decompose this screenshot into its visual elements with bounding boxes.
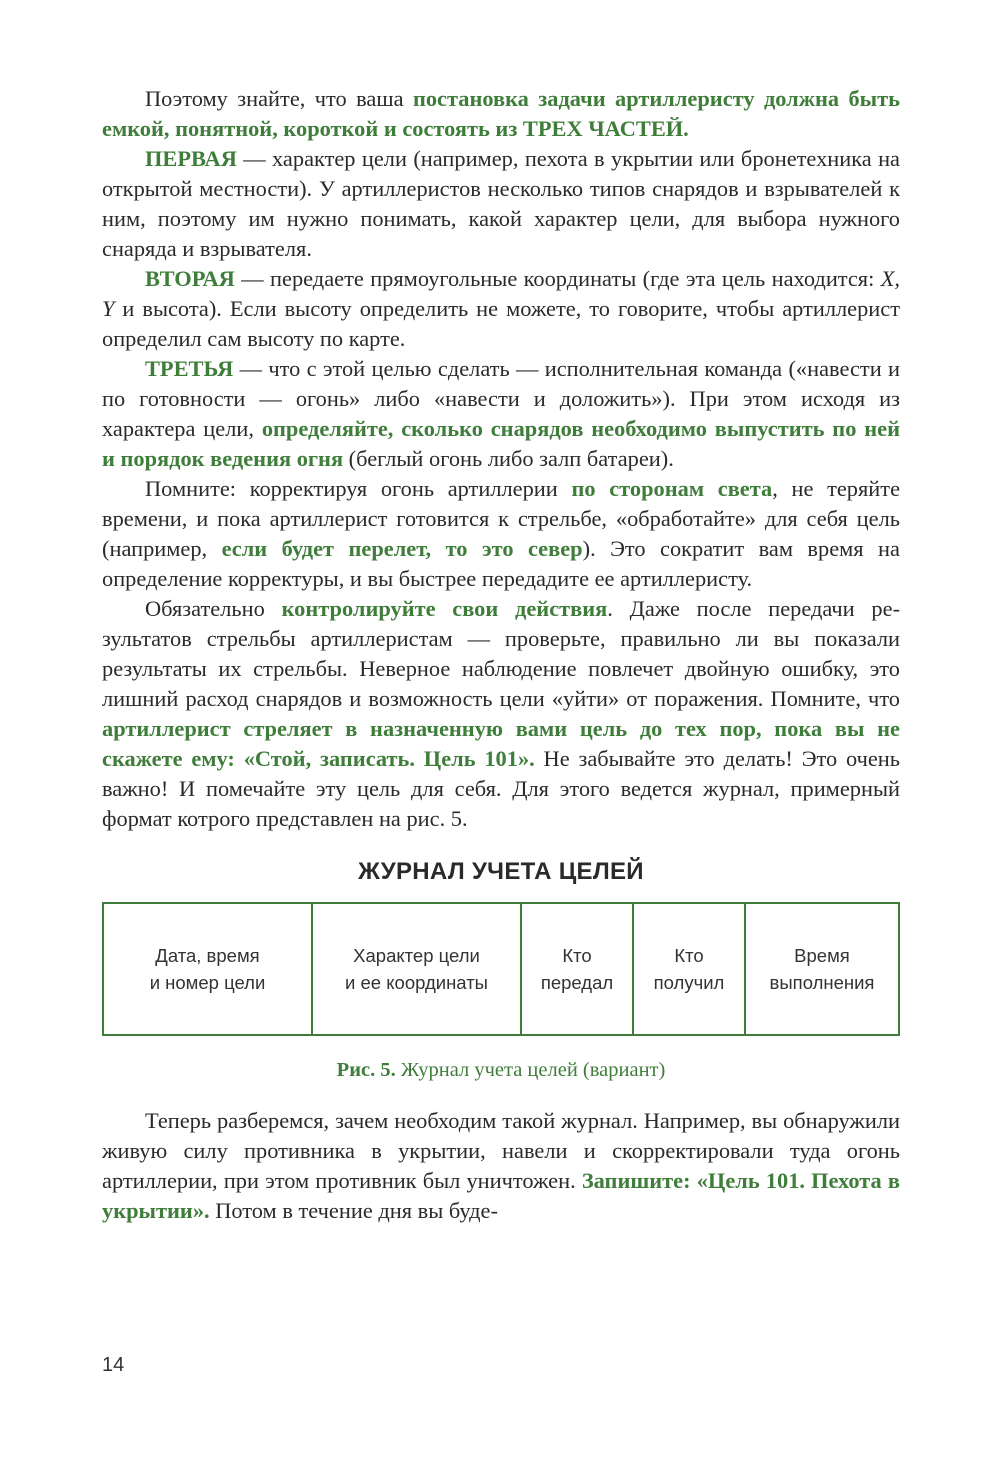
table-header-cell: Дата, время и номер цели <box>104 904 313 1034</box>
text-run: , не теряйте времени, и пока артиллерист готовится к стрельбе, «обработайте» для себя цель (например, <box>102 476 901 561</box>
highlighted-text: постановка задачи артиллеристу должна быть емкой, понятной, короткой и состоять из ТРЕХ ЧАСТЕЙ. <box>102 86 900 141</box>
text-run: — передаете прямоугольные координаты (где эта цель находится: <box>234 266 881 291</box>
highlighted-text: контролируйте свои действия <box>281 596 608 621</box>
paragraph <box>102 144 900 264</box>
paragraph <box>102 1106 900 1226</box>
paragraph <box>102 594 900 834</box>
target-log-table <box>102 902 900 1036</box>
text-run: Обязательно <box>145 596 282 621</box>
highlighted-text: Запишите: «Цель 101. Пехота в укрытии». <box>102 1168 900 1223</box>
text-run: Потом в течение дня вы буде- <box>209 1198 498 1223</box>
highlighted-text: ВТОРАЯ <box>145 266 235 291</box>
paragraph <box>102 354 900 474</box>
caption-text: Журнал учета целей (вариант) <box>395 1059 666 1081</box>
text-run: Теперь разберемся, зачем необходим такой журнал. Например, вы обнаружили живую силу противника в укрытии, навели и скорректировали туда огонь артиллерии, при этом противник был уничтожен. <box>102 1108 900 1193</box>
body-text <box>102 84 900 834</box>
table-title: ЖУРНАЛ УЧЕТА ЦЕЛЕЙ <box>358 858 644 885</box>
paragraph <box>102 84 900 144</box>
text-run: Не забывайте это делать! Это очень важно! И помечайте эту цель для себя. Для этого ведется журнал, примерный формат котрого представлен на рис. 5. <box>102 746 900 831</box>
text-run: и высота). Если высоту определить не можете, то говорите, чтобы артиллерист определил сам высоту по карте. <box>102 296 900 351</box>
highlighted-text: определяйте, сколько снарядов необходимо выпустить по ней и порядок ведения огня <box>102 416 900 471</box>
paragraph <box>102 474 900 594</box>
caption-label: Рис. 5. <box>336 1059 396 1081</box>
highlighted-text: ПЕРВАЯ <box>145 146 237 171</box>
page-content <box>102 84 900 1226</box>
page-number: 14 <box>102 1354 125 1376</box>
text-run: (беглый огонь либо залп батареи). <box>343 446 674 471</box>
italic-text: X, Y <box>102 266 900 321</box>
text-run: Помните: корректируя огонь артиллерии <box>145 476 572 501</box>
paragraph <box>102 264 900 354</box>
text-run: ). Это сократит вам время на определение корректуры, и вы быстрее передадите ее артиллеристу. <box>102 536 900 591</box>
table-header-cell: Кто передал <box>522 904 634 1034</box>
text-run: Поэтому знайте, что ваша <box>145 86 413 111</box>
table-header-cell: Кто получил <box>634 904 746 1034</box>
text-run: — что с этой целью сделать — исполнительная команда («навести и по готовности — огонь» либо «навести и доложить»). При этом исходя из характера цели, <box>102 356 900 441</box>
figure-caption <box>102 1056 900 1084</box>
body-text-continued <box>102 1106 900 1226</box>
text-run: . Даже после передачи результатов стрельбы артиллеристам — проверьте, правильно ли вы показали результаты их стрельбы. Неверное наблюдение повлечет двойную ошибку, это лишний расход снарядов и возможность цели «уйти» от поражения. Помните, что <box>102 596 901 711</box>
table-header-cell: Характер цели и ее координаты <box>313 904 522 1034</box>
table-header-cell: Время выполнения <box>769 945 875 993</box>
highlighted-text: по сторонам света <box>571 476 773 501</box>
highlighted-text: ТРЕТЬЯ <box>145 356 234 381</box>
highlighted-text: артиллерист стреляет в назначенную вами цель до тех пор, пока вы не скажете ему: «Стой, записать. Цель 101». <box>102 716 900 771</box>
text-run: — характер цели (например, пехота в укрытии или бронетехника на открытой местности). У артиллеристов несколько типов снарядов и взрывателей к ним, поэтому им нужно понимать, какой характер цели, для выбора нужного снаряда и взрывателя. <box>102 146 900 261</box>
highlighted-text: если будет перелет, то это север <box>221 536 583 561</box>
